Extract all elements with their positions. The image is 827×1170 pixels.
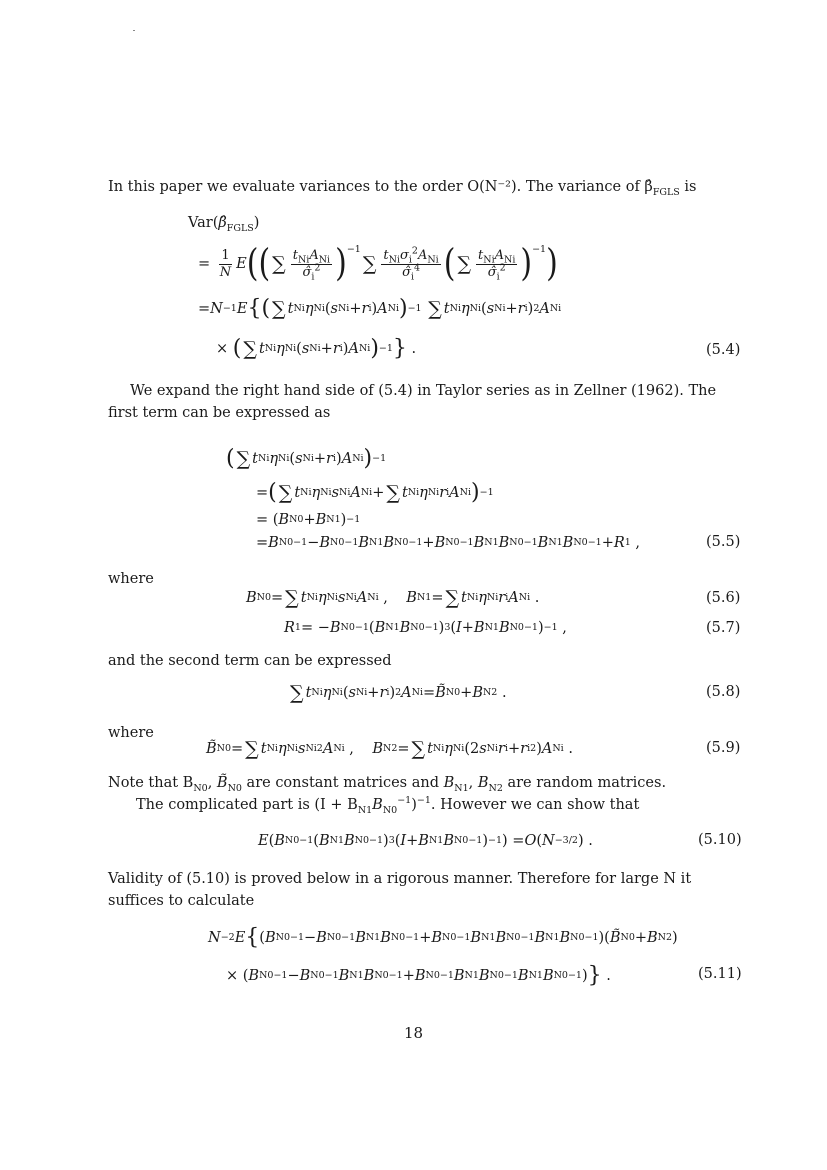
second-term-line: and the second term can be expressed [108,653,392,669]
eq-5-8: ∑ t Ni η Ni ( s Ni + r i ) 2 A Ni = B̃ N0 + B N2 . [290,682,507,704]
eq-5-4-line2: = N −1 E { ( ∑ t Ni η Ni ( s Ni + r i ) A Ni ) −1 ∑ t Ni η Ni ( s Ni + r i ) 2 A Ni [198,296,562,321]
eq-number-5-10: (5.10) [698,832,742,848]
eq-5-10: E ( B N0 −1 ( B N1 B N0 −1 ) 3 ( I + B N1 B N0 −1 ) −1 ) = O ( N −3/2 ) . [258,833,593,849]
eq-number-5-6: (5.6) [706,590,741,606]
scan-speck [133,30,135,31]
eq-number-5-5: (5.5) [706,534,741,550]
eq-5-9: B̃ N0 = ∑ t Ni η Ni s Ni 2 A Ni , B N2 = ∑ t Ni η Ni (2 s Ni r i + r i 2 ) A Ni . [206,738,573,760]
eq-5-5-line2: = ( ∑ t Ni η Ni s Ni A Ni + ∑ t Ni η Ni r i A Ni ) −1 [256,480,494,505]
where-label-2: where [108,725,154,741]
eq-5-11-line1: N −2 E { ( B N0 −1 − B N0 −1 B N1 B N0 −1 + B N0 −1 B N1 B N0 −1 B N1 B N0 −1 )( B̃ N0 + B N2 ) [208,925,678,950]
eq-5-5-line4: = B N0 −1 − B N0 −1 B N1 B N0 −1 + B N0 −1 B N1 B N0 −1 B N1 B N0 −1 + R 1 , [256,535,641,551]
taylor-paragraph: We expand the right hand side of (5.4) in Taylor series as in Zellner (1962). The first term can be expressed as [108,383,717,421]
eq-number-5-7: (5.7) [706,620,741,636]
eq-number-5-4: (5.4) [706,342,741,358]
eq-5-4-line1: = $\frac{1}{N}$ E ( ( ∑ $\frac{t_{Ni}A_{Ni}}{\sigmâ_i^2}$ ) $^{-1}$ ∑ $\frac{t_{Ni}\sigma_i^2A_{Ni}}{\sigmâ_i^4}$ ( ∑ $\frac{t_{Ni}A_{Ni}}{\sigmâ_i^2}$ ) $^{-1}$ ) [198,241,558,286]
note-line: Note that $B_{N0}$, $B̃_{N0}$ are constant matrices and $B_{N1}$, $B_{N2}$ are random matrices. [108,775,667,794]
eq-5-5-line1: ( ∑ t Ni η Ni ( s Ni + r i ) A Ni ) −1 [226,446,387,471]
complicated-line: The complicated part is $(I + B_{N1}B_{N0}^{-1})^{-1}$. However we can show that [136,795,640,816]
validity-paragraph: Validity of (5.10) is proved below in a rigorous manner. Therefore for large N it suffices to calculate [108,871,692,909]
eq-5-6: B N0 = ∑ t Ni η Ni s Ni A Ni , B N1 = ∑ t Ni η Ni r i A Ni . [246,587,540,609]
eq-number-5-8: (5.8) [706,684,741,700]
eq-5-11-line2: × ( B N0 −1 − B N0 −1 B N1 B N0 −1 + B N0 −1 B N1 B N0 −1 B N1 B N0 −1 ) } . [226,963,611,988]
eq-5-5-line3: = ( B N0 + B N1 ) −1 [256,512,361,528]
eq-5-7: R 1 = − B N0 −1 ( B N1 B N0 −1 ) 3 ( I + B N1 B N0 −1 ) −1 , [284,620,567,636]
where-label-1: where [108,571,154,587]
eq-number-5-9: (5.9) [706,740,741,756]
eq-5-4-line3: × ( ∑ t Ni η Ni ( s Ni + r i ) A Ni ) −1 } . [216,336,417,361]
page-number: 18 [403,1024,424,1042]
var-label: $Var(\betâ_{FGLS})$ [188,215,260,234]
eq-number-5-11: (5.11) [698,966,742,982]
intro-line: In this paper we evaluate variances to the order O(N⁻²). The variance of $\betâ_{FGLS}$ is [108,179,697,198]
